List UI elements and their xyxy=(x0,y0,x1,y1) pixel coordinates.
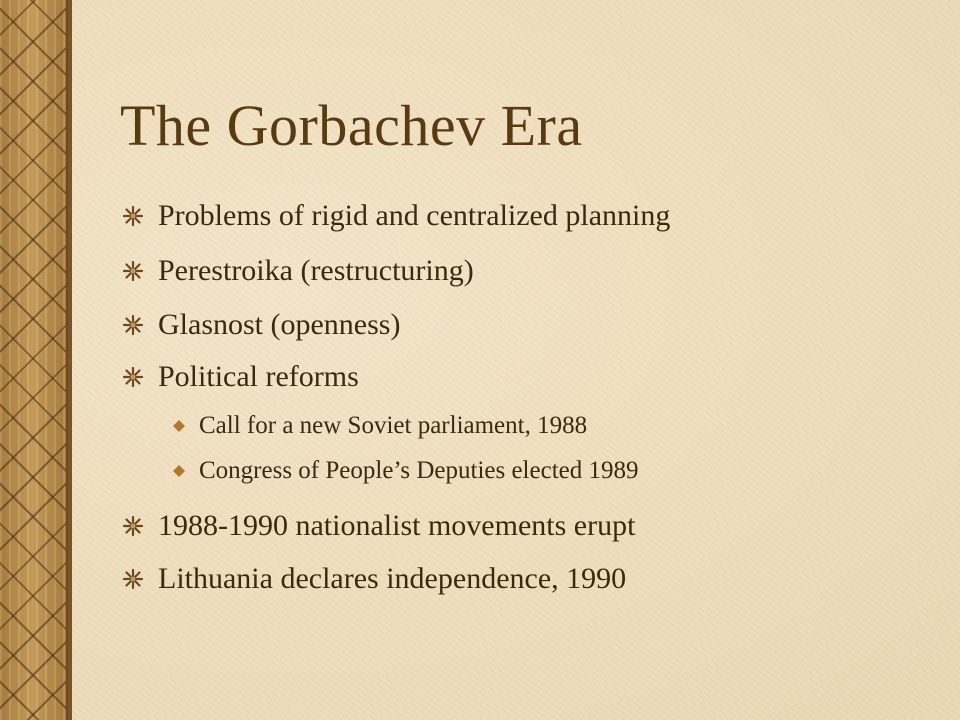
bullet-text: 1988-1990 nationalist movements erupt xyxy=(158,509,636,542)
bullet-text: Glasnost (openness) xyxy=(158,308,401,341)
star-burst-icon xyxy=(122,314,144,336)
slide-title: The Gorbachev Era xyxy=(120,93,583,158)
star-burst-icon xyxy=(122,568,144,590)
diamond-icon xyxy=(173,465,185,477)
star-burst-icon xyxy=(122,366,144,388)
bullet-text: Lithuania declares independence, 1990 xyxy=(158,562,627,595)
star-burst-icon xyxy=(122,205,144,227)
bullet-text: Call for a new Soviet parliament, 1988 xyxy=(199,412,588,439)
bullet-item xyxy=(122,251,474,291)
bullet-item xyxy=(122,357,359,397)
bullet-item xyxy=(122,196,670,236)
bullet-item xyxy=(122,305,400,345)
bullet-text: Congress of People’s Deputies elected 1989 xyxy=(199,457,639,484)
bullet-text: Political reforms xyxy=(158,360,359,393)
bullet-text: Perestroika (restructuring) xyxy=(158,254,474,287)
star-burst-icon xyxy=(122,260,144,282)
bullet-text: Problems of rigid and centralized planning xyxy=(158,199,671,232)
sub-bullet-item xyxy=(173,451,639,491)
bullet-item xyxy=(122,559,626,599)
star-burst-icon xyxy=(122,515,144,537)
diamond-icon xyxy=(173,420,185,432)
sub-bullet-item xyxy=(173,406,587,446)
decorative-left-band xyxy=(0,0,68,720)
bullet-item xyxy=(122,506,635,546)
